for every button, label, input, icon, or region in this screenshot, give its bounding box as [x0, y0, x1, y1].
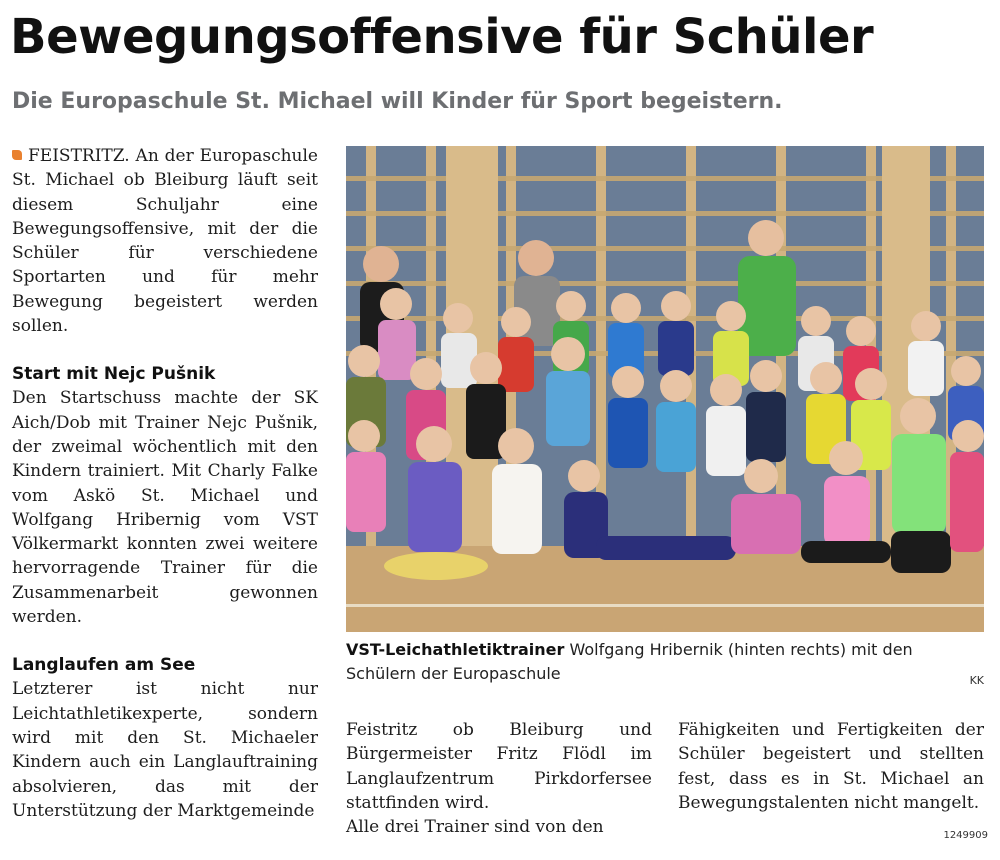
- column-2: [346, 718, 652, 839]
- bullet-icon: [12, 150, 22, 160]
- reference-number: 1249909: [943, 830, 988, 841]
- section-title-start: Start mit Nejc Pušnik: [12, 364, 216, 385]
- column-3-paragraph-1: Fähigkeiten und Fertigkeiten der Schüler begeistert und stellten fest, dass es in St. Michael an Bewegungstalenten nicht mangelt.: [678, 720, 984, 813]
- photo-credit: KK: [969, 674, 984, 687]
- column-3: [678, 718, 984, 815]
- column-2-paragraph-2: Alle drei Trainer sind von den: [346, 817, 604, 838]
- section-title-langlaufen: Langlaufen am See: [12, 655, 196, 676]
- intro-paragraph: [12, 144, 318, 338]
- gym-group-photo: [346, 146, 984, 632]
- column-1: [12, 144, 318, 823]
- caption-text: Wolfgang Hribernik (hinten rechts) mit den Schülern der Europaschule: [346, 640, 913, 683]
- subheadline: Die Europaschule St. Michael will Kinder für Sport begeistern.: [12, 89, 783, 114]
- column-2-paragraph-1: Feistritz ob Bleiburg und Bürgermeister Fritz Flödl im Langlaufzentrum Pirkdorfersee stattfinden wird.: [346, 720, 652, 813]
- photo-caption: [346, 638, 984, 686]
- headline: Bewegungsoffensive für Schüler: [10, 9, 874, 65]
- section-body-start: Den Startschuss machte der SK Aich/Dob mit Trainer Nejc Pušnik, der zweimal wöchentlich mit den Kindern trainiert. Mit Charly Falke vom Askö St. Michael und Wolfgang Hribernig vom VST Völkermarkt konnten zwei weitere hervorragende Trainer für die Zusammenarbeit gewonnen werden.: [12, 388, 318, 628]
- intro-text: FEISTRITZ. An der Europaschule St. Michael ob Bleiburg läuft seit diesem Schuljahr eine Bewegungsoffensive, mit der die Schüler für verschiedene Sportarten und für mehr Bewegung begeistert werden sollen.: [12, 146, 318, 337]
- caption-bold: VST-Leichathletiktrainer: [346, 640, 565, 659]
- article-photo: [346, 146, 984, 632]
- section-body-langlaufen: Letzterer ist nicht nur Leichtathletikexperte, sondern wird mit den St. Michaeler Kindern auch ein Langlauftraining absolvieren, das mit der Unterstützung der Marktgemeinde: [12, 679, 318, 821]
